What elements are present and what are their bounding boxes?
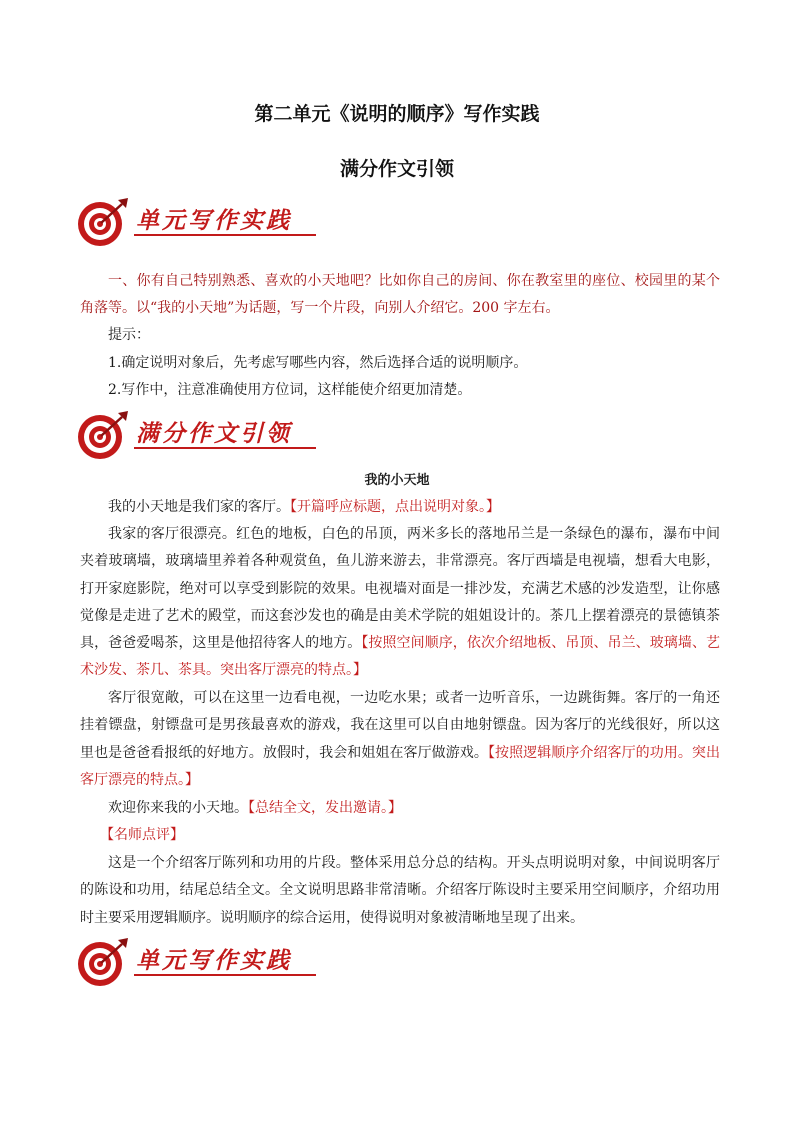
tip-1: 1.确定说明对象后，先考虑写哪些内容，然后选择合适的说明顺序。	[108, 355, 528, 371]
essay-text: 欢迎你来我的小天地。	[108, 800, 248, 816]
essay-paragraph-1	[80, 494, 720, 521]
banner-label: 单元写作实践	[136, 948, 292, 974]
essay-title: 我的小天地	[364, 473, 430, 488]
page-title: 第二单元《说明的顺序》写作实践	[254, 103, 540, 125]
target-arrow-icon	[74, 196, 134, 248]
essay-note: 【开篇呼应标题，点出说明对象。】	[290, 499, 500, 515]
target-arrow-icon	[74, 936, 134, 988]
essay-text: 我的小天地是我们家的客厅。	[108, 499, 290, 515]
tips-label: 提示：	[108, 327, 150, 343]
section-banner-practice	[74, 196, 319, 248]
banner-underline	[134, 234, 316, 236]
review-text: 这是一个介绍客厅陈列和功用的片段。整体采用总分总的结构。开头点明说明对象，中间说明客厅的陈设和功用，结尾总结全文。全文说明思路非常清晰。介绍客厅陈设时主要采用空间顺序，介绍功用时主要采用逻辑顺序。说明顺序的综合运用，使得说明对象被清晰地呈现了出来。	[80, 855, 720, 926]
essay-note: 【按照逻辑顺序介绍客厅的功用。突出客厅漂亮的特点。】	[80, 744, 721, 788]
essay-paragraph-2	[80, 521, 720, 685]
essay-paragraph-4	[80, 795, 720, 822]
essay-note: 【总结全文，发出邀请。】	[248, 800, 402, 816]
task-text: 一、你有自己特别熟悉、喜欢的小天地吧？比如你自己的房间、你在教室里的座位、校园里的某个角落等。以“我的小天地”为话题，写一个片段，向别人介绍它。200 字左右。	[80, 273, 720, 317]
target-arrow-icon	[74, 409, 134, 461]
banner-underline	[134, 974, 316, 976]
section-banner-model	[74, 409, 319, 461]
essay-text: 我家的客厅很漂亮。红色的地板，白色的吊顶，两米多长的落地吊兰是一条绿色的瀑布，瀑布中间夹着玻璃墙，玻璃墙里养着各种观赏鱼，鱼儿游来游去，非常漂亮。客厅西墙是电视墙，想看大电影，打开家庭影院，绝对可以享受到影院的效果。电视墙对面是一排沙发，充满艺术感的沙发造型，让你感觉像是走进了艺术的殿堂，而这套沙发也的确是由美术学院的姐姐设计的。茶几上摆着漂亮的景德镇茶具，爸爸爱喝茶，这里是他招待客人的地方。	[80, 526, 720, 652]
banner-underline	[134, 447, 316, 449]
essay-text: 客厅很宽敞，可以在这里一边看电视，一边吃水果；或者一边听音乐，一边跳街舞。客厅的一角还挂着镖盘，射镖盘可是男孩最喜欢的游戏，我在这里可以自由地射镖盘。因为客厅的光线很好，所以这里也是爸爸看报纸的好地方。放假时，我会和姐姐在客厅做游戏。	[80, 690, 720, 761]
essay-paragraph-3	[80, 685, 720, 794]
essay-note: 【按照空间顺序，依次介绍地板、吊顶、吊兰、玻璃墙、艺术沙发、茶几、茶具。突出客厅漂亮的特点。】	[80, 635, 721, 679]
tip-2: 2.写作中，注意准确使用方位词，这样能使介绍更加清楚。	[108, 382, 472, 398]
banner-label: 满分作文引领	[136, 421, 292, 447]
section-banner-practice-2	[74, 936, 319, 988]
review-label: 【名师点评】	[100, 827, 184, 843]
page-subtitle: 满分作文引领	[339, 158, 454, 180]
banner-label: 单元写作实践	[136, 208, 292, 234]
